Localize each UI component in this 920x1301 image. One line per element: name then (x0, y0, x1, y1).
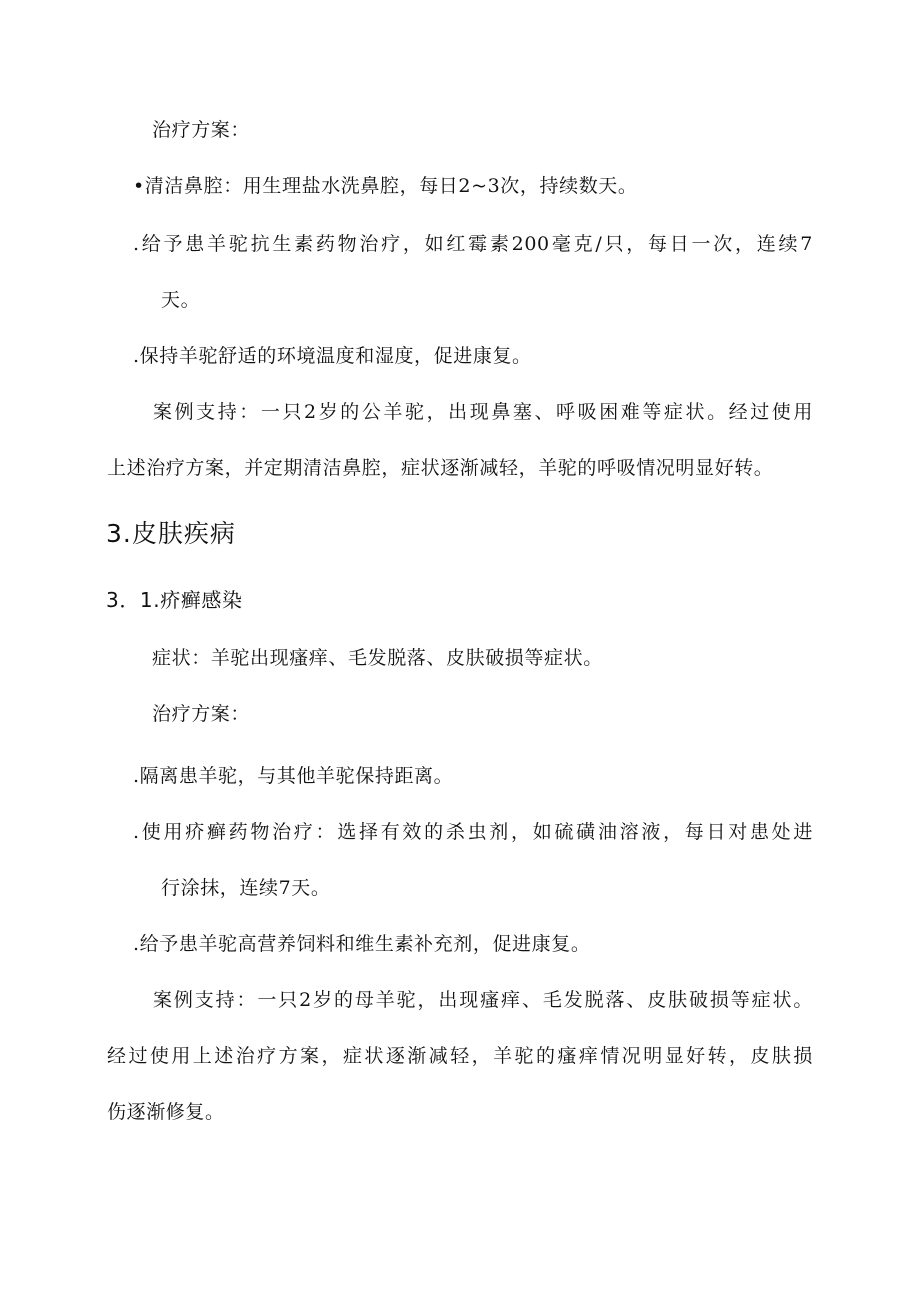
case-support-paragraph-line: 经过使用上述治疗方案，症状逐渐减轻，羊驼的瘙痒情况明显好转，皮肤损 (107, 1045, 813, 1067)
list-item: .隔离患羊驼，与其他羊驼保持距离。 (133, 765, 454, 787)
list-item: •清洁鼻腔：用生理盐水洗鼻腔，每日2~3次，持续数天。 (133, 175, 638, 197)
case-support-paragraph-line: 上述治疗方案，并定期清洁鼻腔，症状逐渐减轻，羊驼的呼吸情况明显好转。 (107, 457, 774, 479)
case-support-paragraph-line: 案例支持：一只2岁的公羊驼，出现鼻塞、呼吸困难等症状。经过使用 (153, 401, 813, 423)
list-item: .使用疥癣药物治疗：选择有效的杀虫剂，如硫磺油溶液，每日对患处进 (133, 821, 813, 843)
subsection-heading: 3．1.疥癣感染 (106, 588, 243, 612)
case-support-paragraph-line: 案例支持：一只2岁的母羊驼，出现瘙痒、毛发脱落、皮肤破损等症状。 (153, 989, 813, 1011)
treatment-label-skin: 治疗方案： (152, 703, 251, 725)
list-item: .给予患羊驼抗生素药物治疗，如红霉素200毫克/只，每日一次，连续7 (133, 233, 813, 255)
list-item: .给予患羊驼高营养饲料和维生素补充剂，促进康复。 (133, 933, 591, 955)
treatment-label-respiratory: 治疗方案： (152, 119, 251, 141)
section-heading: 3.皮肤疾病 (106, 519, 236, 548)
list-item: .保持羊驼舒适的环境温度和湿度，促进康复。 (133, 345, 532, 367)
symptoms-text: 症状：羊驼出现瘙痒、毛发脱落、皮肤破损等症状。 (152, 647, 603, 669)
case-support-paragraph-line: 伤逐渐修复。 (107, 1101, 225, 1123)
list-item-continuation: 天。 (161, 289, 201, 311)
list-item-continuation: 行涂抹，连续7天。 (161, 877, 331, 899)
